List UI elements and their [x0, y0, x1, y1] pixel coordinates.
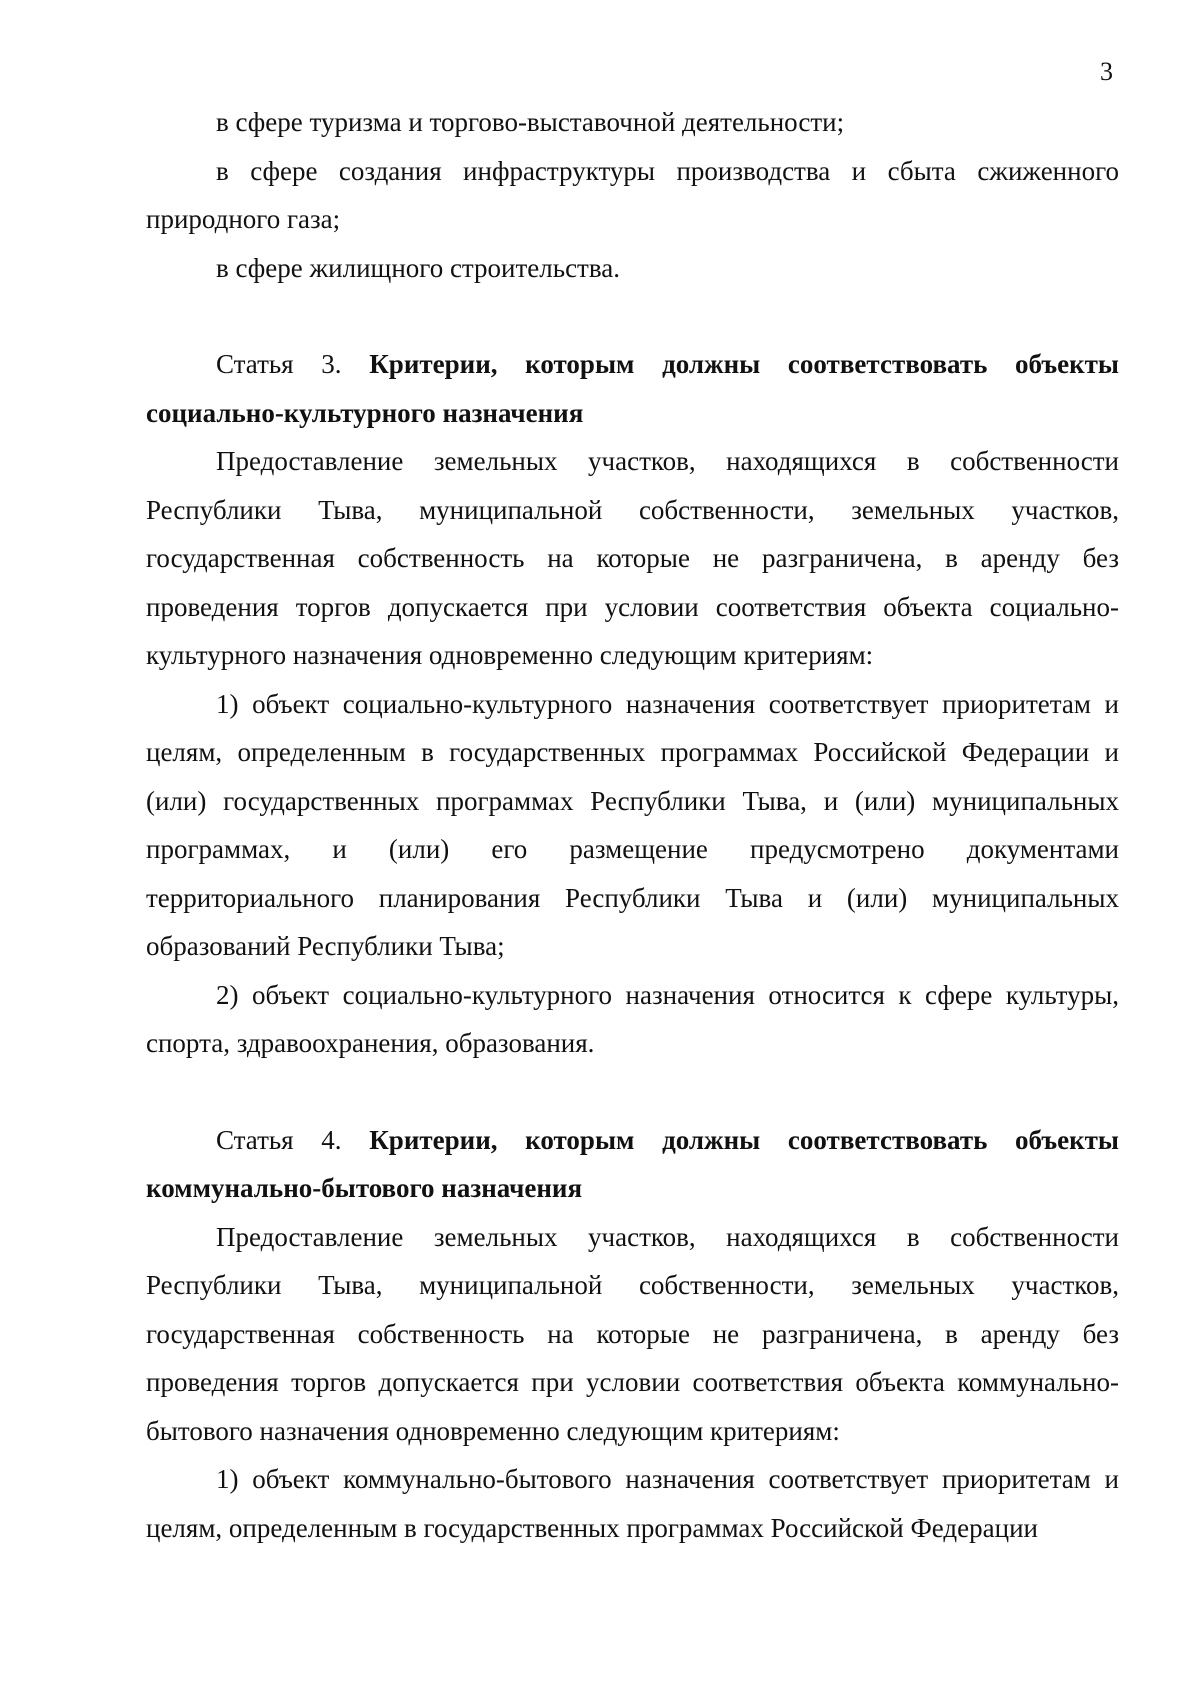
article-3-label: Статья 3.: [216, 349, 342, 379]
article-3-title: Критерии, которым должны соответствовать объекты социально-культурного назначения: [146, 349, 1120, 428]
article-4-heading: [146, 1116, 1119, 1213]
intro-item-housing: в сфере жилищного строительства.: [216, 252, 620, 283]
document-body: [146, 98, 1119, 1552]
article-3-item-2: 2) объект социально-культурного назначения относится к сфере культуры, спорта, здравоохранения, образования.: [146, 979, 1119, 1058]
section-spacer: [146, 1068, 1119, 1116]
intro-item-tourism: в сфере туризма и торгово-выставочной деятельности;: [216, 107, 845, 137]
article-4-label: Статья 4.: [216, 1124, 342, 1155]
section-spacer: [146, 292, 1119, 340]
intro-item-gas: в сфере создания инфраструктуры производства и сбыта сжиженного природного газа;: [146, 155, 1119, 234]
article-4-item-1: 1) объект коммунально-бытового назначения соответствует приоритетам и целям, определенным в государственных программах Российской Федерации: [146, 1464, 1119, 1543]
article-4-intro: Предоставление земельных участков, находящихся в собственности Республики Тыва, муниципальной собственности, земельных участков, государственная собственность на которые не разграничена, в аренду без проведения торгов допускается при условии соответствия объекта коммунально-бытового назначения одновременно следующим критериям:: [146, 1221, 1119, 1446]
article-3-intro: Предоставление земельных участков, находящихся в собственности Республики Тыва, муниципальной собственности, земельных участков, государственная собственность на которые не разграничена, в аренду без проведения торгов допускается при условии соответствия объекта социально-культурного назначения одновременно следующим критериям:: [146, 446, 1119, 670]
article-4-title: Критерии, которым должны соответствовать объекты коммунально-бытового назначения: [146, 1124, 1120, 1203]
page-number: 3: [1100, 57, 1113, 86]
article-3-item-1: 1) объект социально-культурного назначения соответствует приоритетам и целям, определенным в государственных программах Российской Федерации и (или) государственных программах Республики Тыва, и (или) муниципальных программах, и (или) его размещение предусмотрено документами территориального планирования Республики Тыва и (или) муниципальных образований Республики Тыва;: [146, 688, 1119, 961]
article-3-heading: [146, 340, 1119, 437]
